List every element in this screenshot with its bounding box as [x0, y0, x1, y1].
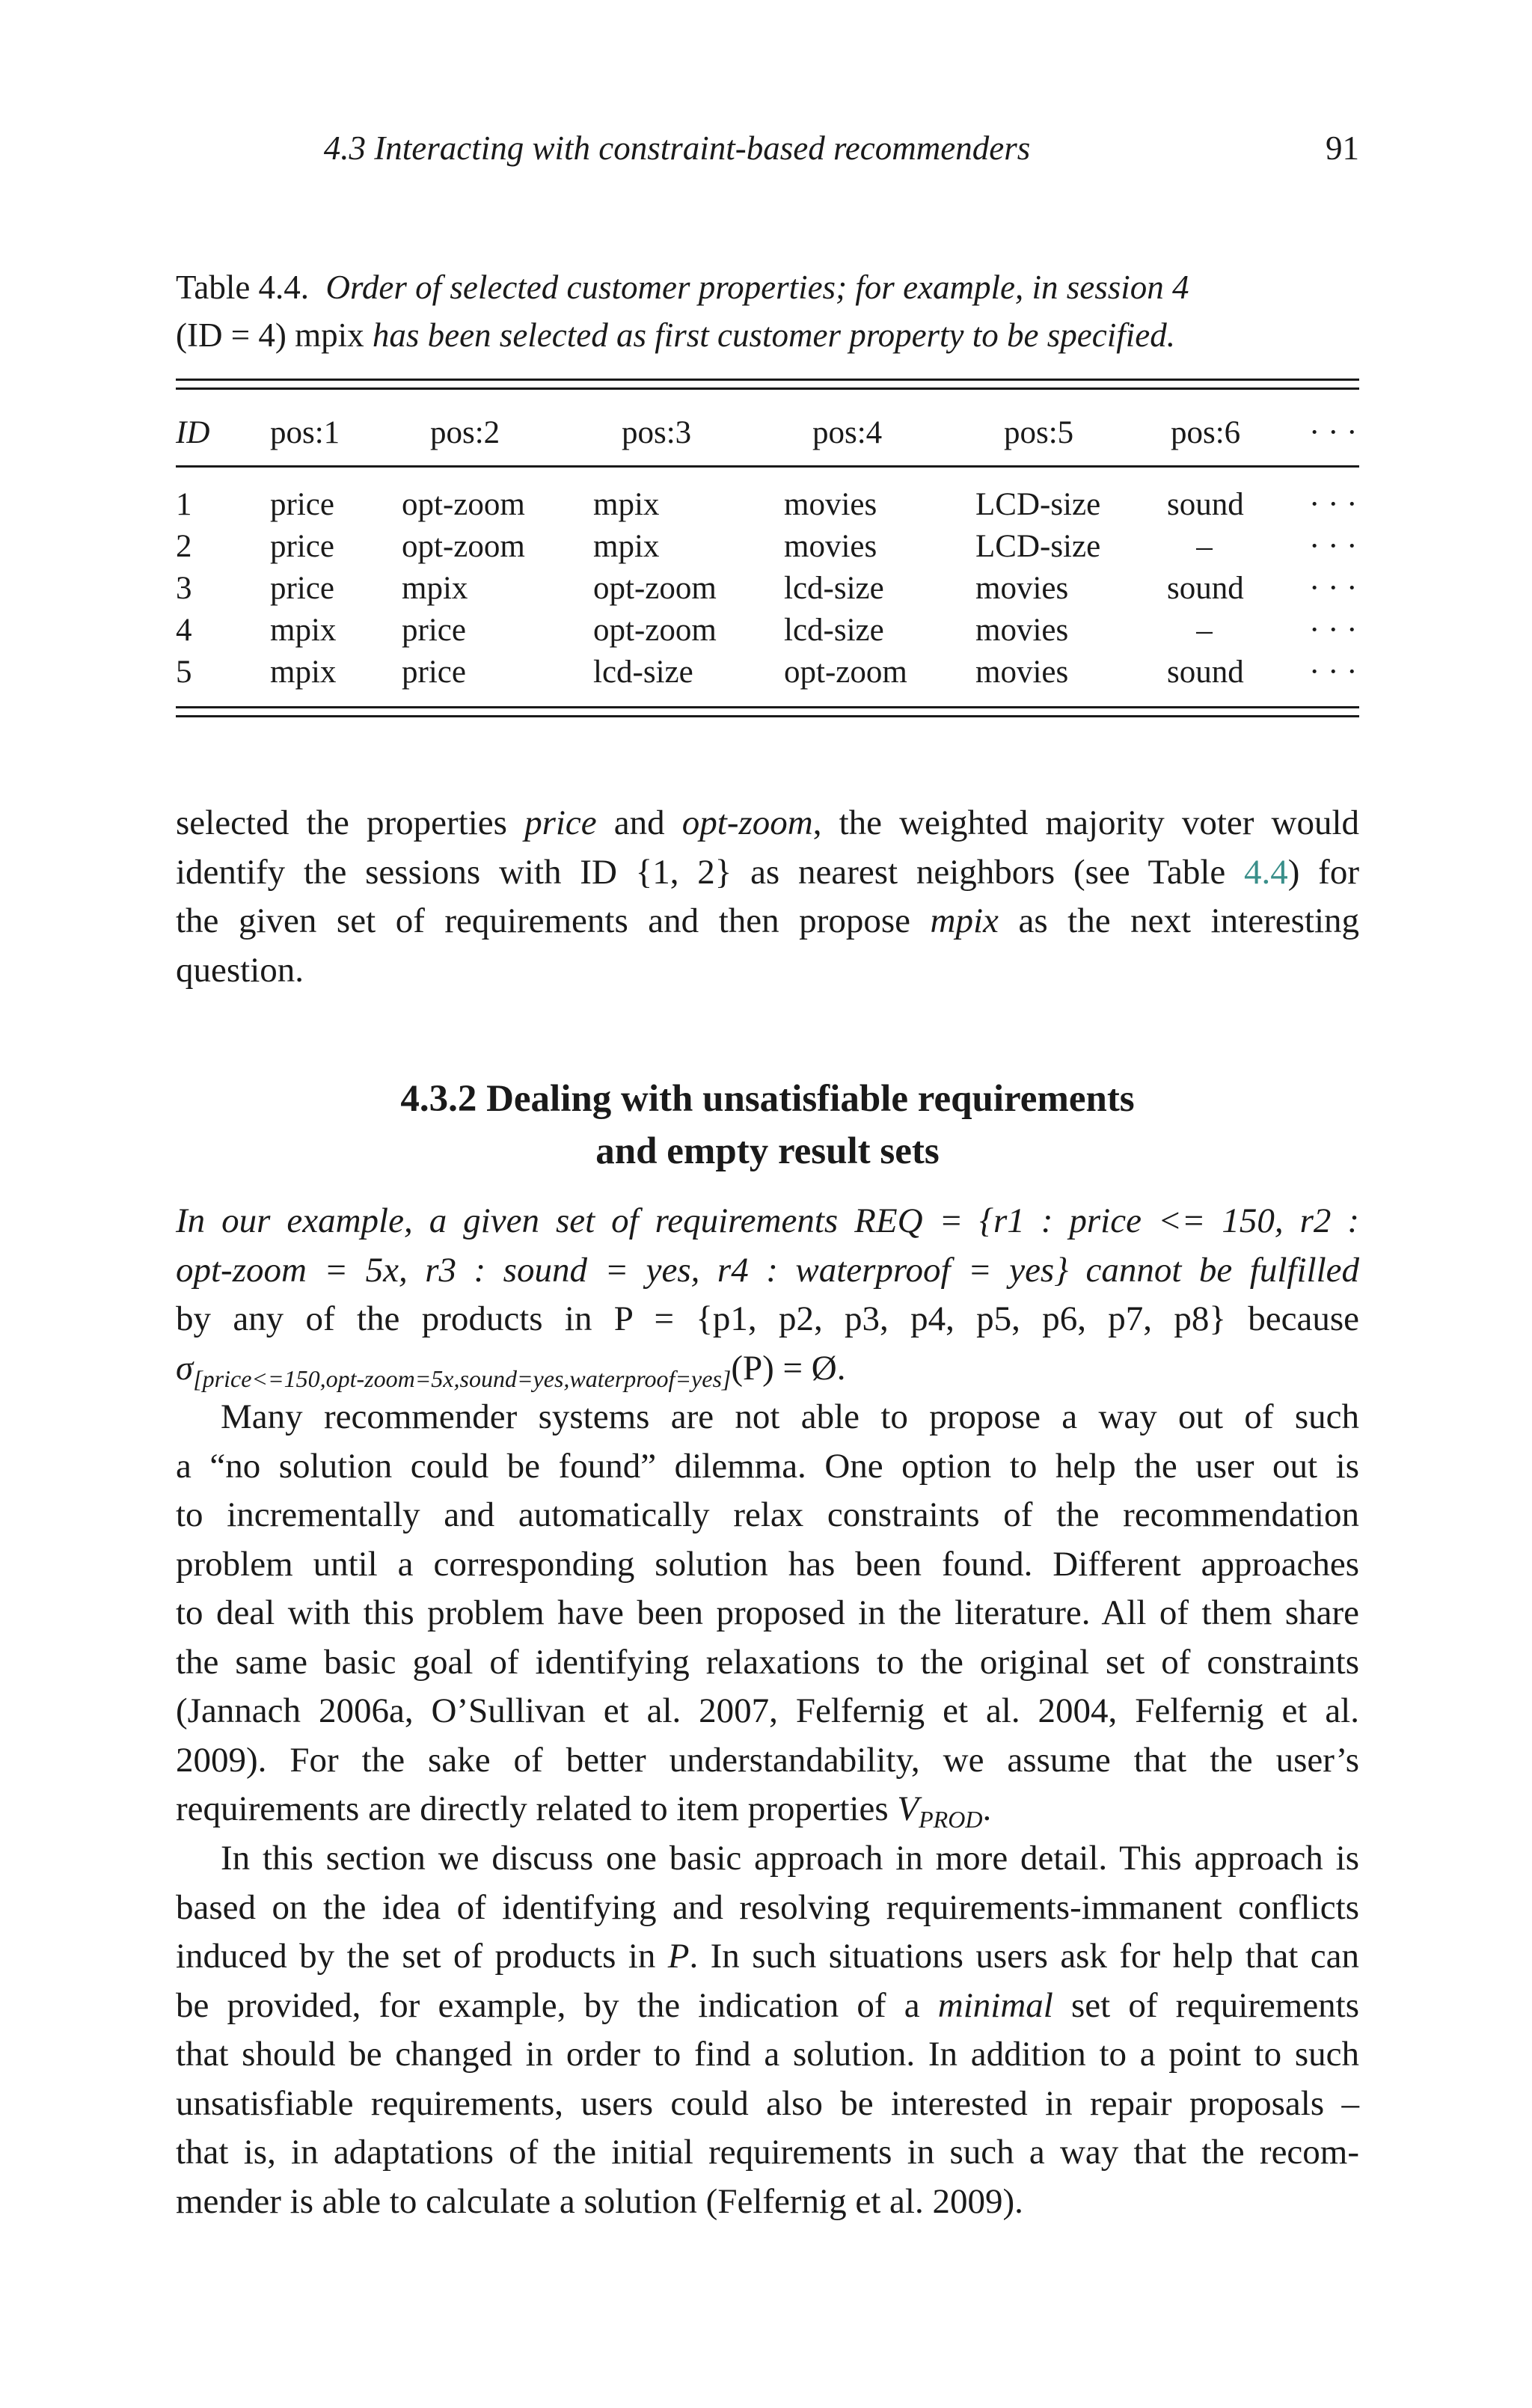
caption-text-line2-pre: (ID = 4) mpix — [176, 316, 364, 354]
table-cell: movies — [975, 613, 1069, 648]
table-header-cell: pos:5 — [1004, 415, 1074, 450]
page-number: 91 — [1326, 129, 1359, 167]
text-line: question. — [176, 950, 304, 990]
selection-subscript: [price<=150,opt-zoom=5x,sound=yes,waterproof=yes] — [193, 1364, 732, 1392]
table-cell: movies — [975, 571, 1069, 606]
text-line — [176, 1344, 1359, 1394]
text-span: selected the properties — [176, 803, 507, 842]
text-line: 2009). For the sake of better understandability, we assume that the user’s — [176, 1740, 1359, 1780]
table-row — [176, 654, 1359, 696]
intro-paragraph — [176, 799, 1359, 995]
variable-v: V — [897, 1789, 919, 1828]
text-line: based on the idea of identifying and resolving requirements-immanent conflicts — [176, 1887, 1359, 1927]
table-header-row — [176, 414, 1359, 456]
text-line: In this section we discuss one basic approach in more detail. This approach is — [221, 1839, 1359, 1878]
table-cell: movies — [784, 487, 877, 522]
text-span: ) for — [1287, 852, 1359, 892]
text-span: set of requirements — [1071, 1985, 1360, 2025]
text-span: , the weighted majority voter would — [812, 803, 1360, 842]
text-line: to deal with this problem have been proposed in the literature. All of them share — [176, 1593, 1359, 1632]
table-cell: lcd-size — [593, 655, 693, 690]
table-cell: sound — [1167, 655, 1244, 690]
text-line: a “no solution could be found” dilemma. One option to help the user out is — [176, 1446, 1359, 1486]
table-cell: sound — [1167, 487, 1244, 522]
text-line: opt-zoom = 5x, r3 : sound = yes, r4 : waterproof = yes} cannot be fulfilled — [176, 1250, 1359, 1290]
table-cell: opt-zoom — [593, 571, 717, 606]
text-line: to incrementally and automatically relax constraints of the recommendation — [176, 1495, 1359, 1534]
table-cell: movies — [975, 655, 1069, 690]
text-line — [176, 799, 1359, 848]
text-span: and — [613, 803, 665, 842]
table-cell: · · · — [1309, 571, 1358, 606]
table-row — [176, 612, 1359, 654]
italic-term: P — [667, 1937, 690, 1976]
table-cell: 3 — [176, 571, 192, 606]
table-header-cell: pos:6 — [1171, 415, 1241, 450]
italic-term: mpix — [930, 901, 999, 940]
caption-text-line2-italic: has been selected as first customer property to be specified. — [372, 316, 1175, 354]
section-heading-line2: and empty result sets — [595, 1130, 940, 1172]
table-cell: 1 — [176, 487, 192, 522]
caption-text-line1: Order of selected customer properties; for example, in session 4 — [325, 269, 1189, 306]
text-span: the given set of requirements and then propose — [176, 901, 910, 940]
text-line — [176, 848, 1359, 898]
text-line — [176, 1785, 1359, 1834]
text-line: In our example, a given set of requirements REQ = {r1 : price <= 150, r2 : — [176, 1201, 1359, 1240]
table-header-cell: pos:1 — [270, 415, 340, 450]
table-cell: opt-zoom — [593, 613, 717, 648]
table-cell-dash: – — [1196, 613, 1213, 648]
table-top-rule-2 — [176, 387, 1359, 390]
table-cell: price — [402, 655, 466, 690]
text-line: (Jannach 2006a, O’Sullivan et al. 2007, Felfernig et al. 2004, Felfernig et al. — [176, 1691, 1359, 1730]
table-cell: sound — [1167, 571, 1244, 606]
text-line: unsatisfiable requirements, users could also be interested in repair proposals – — [176, 2083, 1359, 2123]
text-line: by any of the products in P = {p1, p2, p3, p4, p5, p6, p7, p8} because — [176, 1299, 1359, 1338]
text-span: be provided, for example, by the indication of a — [176, 1985, 920, 2025]
text-span: . — [982, 1789, 992, 1828]
table-cell: · · · — [1309, 613, 1358, 648]
table-cell: mpix — [402, 571, 468, 606]
paragraph-approach — [176, 1834, 1359, 2226]
text-span: (P) = Ø. — [731, 1348, 846, 1388]
section-heading — [176, 1073, 1359, 1177]
table-cell: mpix — [270, 655, 337, 690]
table-cell: · · · — [1309, 529, 1358, 564]
table-caption — [176, 263, 1359, 359]
table-cell: price — [270, 529, 334, 564]
text-span: identify the sessions with ID {1, 2} as nearest neighbors (see Table — [176, 852, 1226, 892]
text-line: mender is able to calculate a solution (Felfernig et al. 2009). — [176, 2181, 1023, 2221]
table-cell: opt-zoom — [402, 529, 525, 564]
table-cell: 2 — [176, 529, 192, 564]
table-cell: LCD-size — [975, 487, 1101, 522]
table-bottom-rule-1 — [176, 706, 1359, 708]
text-line: that is, in adaptations of the initial requirements in such a way that the recom- — [176, 2133, 1359, 2172]
table-cell: mpix — [593, 529, 660, 564]
text-line: problem until a corresponding solution has been found. Different approaches — [176, 1544, 1359, 1584]
paragraph-requirements — [176, 1197, 1359, 1393]
section-heading-line1: 4.3.2 Dealing with unsatisfiable requirements — [400, 1078, 1135, 1120]
table-bottom-rule-2 — [176, 715, 1359, 717]
text-line — [176, 1932, 1359, 1982]
table-header-rule — [176, 465, 1359, 468]
table-cell: 5 — [176, 655, 192, 690]
table-row — [176, 486, 1359, 528]
text-line: the same basic goal of identifying relaxations to the original set of constraints — [176, 1642, 1359, 1682]
table-cell: movies — [784, 529, 877, 564]
table-cell: opt-zoom — [402, 487, 525, 522]
table-cell: price — [270, 571, 334, 606]
sigma-symbol: σ — [176, 1348, 194, 1388]
italic-term: minimal — [937, 1985, 1053, 2025]
table-cell: mpix — [593, 487, 660, 522]
text-line: that should be changed in order to find a solution. In addition to a point to such — [176, 2035, 1359, 2074]
text-line — [176, 897, 1359, 946]
paragraph-relaxation — [176, 1393, 1359, 1834]
table-header-cell: pos:3 — [622, 415, 692, 450]
running-head — [176, 129, 1359, 174]
table-header-cell: pos:2 — [430, 415, 500, 450]
text-line — [176, 1982, 1359, 2031]
table-cell: 4 — [176, 613, 192, 648]
table-row — [176, 570, 1359, 612]
table-cell: mpix — [270, 613, 337, 648]
table-cell — [1167, 528, 1242, 565]
italic-term: price — [524, 803, 597, 842]
table-cell: · · · — [1309, 655, 1358, 690]
text-span: as the next interesting — [1018, 901, 1360, 940]
running-head-title: 4.3 Interacting with constraint-based recommenders — [323, 129, 1031, 167]
italic-term: opt-zoom — [681, 803, 813, 842]
table-cell — [1167, 612, 1242, 649]
table-reference-link[interactable]: 4.4 — [1244, 852, 1288, 892]
caption-label: Table 4.4. — [176, 269, 310, 306]
table-header-cell: pos:4 — [812, 415, 883, 450]
table-cell: lcd-size — [784, 571, 884, 606]
text-line: Many recommender systems are not able to propose a way out of such — [221, 1397, 1359, 1436]
table-cell: price — [402, 613, 466, 648]
text-span: induced by the set of products in — [176, 1937, 656, 1976]
text-span: . In such situations users ask for help that can — [689, 1937, 1359, 1976]
table-cell: lcd-size — [784, 613, 884, 648]
table-cell: opt-zoom — [784, 655, 907, 690]
table-cell-dash: – — [1196, 529, 1213, 564]
variable-subscript: PROD — [919, 1806, 983, 1833]
table-cell: LCD-size — [975, 529, 1101, 564]
table-header-cell: · · · — [1309, 415, 1358, 450]
table-cell: price — [270, 487, 334, 522]
table-top-rule-1 — [176, 379, 1359, 381]
text-span: requirements are directly related to item properties — [176, 1789, 889, 1828]
table-row — [176, 528, 1359, 570]
table-cell: · · · — [1309, 487, 1358, 522]
table-header-cell: ID — [176, 415, 210, 450]
